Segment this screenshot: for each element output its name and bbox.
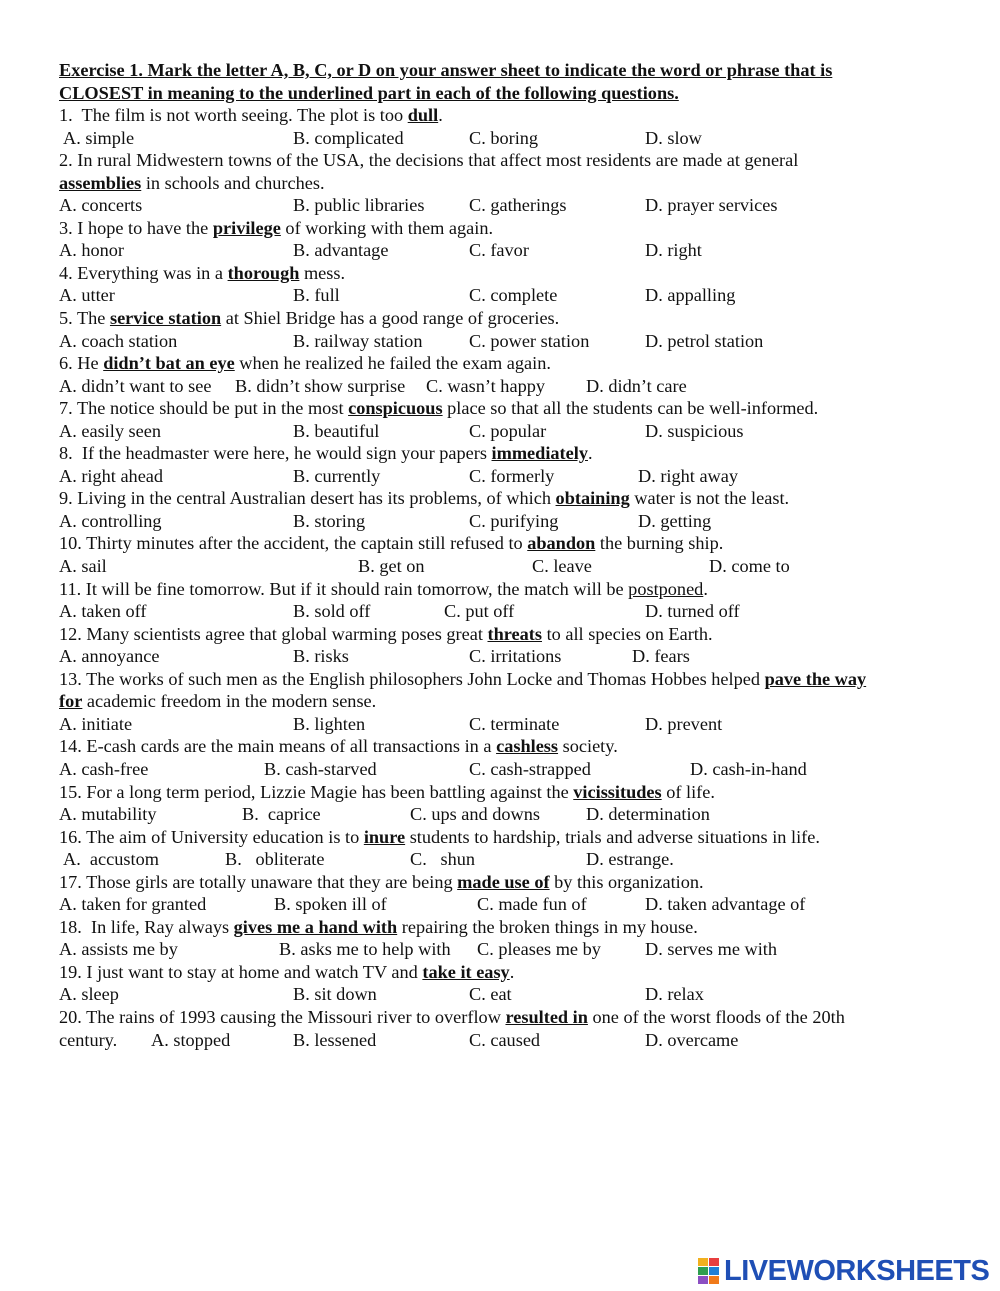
option-a[interactable]: A. mutability [59,804,157,825]
option-d[interactable]: D. relax [645,984,704,1005]
underlined-word: assemblies [59,172,142,193]
question-18: 18. In life, Ray always gives me a hand with repairing the broken things in my house. [59,916,698,937]
underlined-word: vicissitudes [573,781,662,802]
options-9 [59,510,939,533]
liveworksheets-logo [698,1256,989,1286]
underlined-word: obtaining [555,488,630,509]
question-7: 7. The notice should be put in the most conspicuous place so that all the students can be well-informed. [59,398,819,419]
option-d[interactable]: D. come to [709,556,790,577]
option-a[interactable]: A. cash-free [59,758,149,779]
question-8: 8. If the headmaster were here, he would sign your papers immediately. [59,443,593,464]
option-c[interactable]: C. formerly [469,465,555,486]
option-c[interactable]: C. made fun of [477,894,587,915]
option-c[interactable]: C. cash-strapped [469,758,591,779]
option-d[interactable]: D. taken advantage of [645,894,806,915]
question-12: 12. Many scientists agree that global warming poses great threats to all species on Earth. [59,623,713,644]
option-a[interactable]: A. coach station [59,330,178,351]
underlined-word: gives me a hand with [233,916,398,937]
option-a[interactable]: A. assists me by [59,939,178,960]
option-a[interactable]: A. concerts [59,195,143,216]
option-d[interactable]: D. cash-in-hand [690,758,807,779]
option-b[interactable]: B. currently [293,465,381,486]
options-1 [59,127,939,150]
underlined-word: inure [363,826,406,847]
option-b[interactable]: B. didn’t show surprise [235,375,406,396]
question-5: 5. The service station at Shiel Bridge has a good range of groceries. [59,308,560,329]
option-b[interactable]: B. risks [293,646,349,667]
option-b[interactable]: B. complicated [293,127,404,148]
options-10 [59,555,939,578]
option-a[interactable]: A. stopped [151,1029,231,1050]
options-12 [59,645,939,668]
underlined-word: conspicuous [348,398,443,419]
option-b[interactable]: B. caprice [242,804,321,825]
question-2-cont: assemblies in schools and churches. [59,172,325,193]
option-a[interactable]: A. simple [63,127,135,148]
option-a[interactable]: A. sleep [59,984,119,1005]
option-a[interactable]: A. right ahead [59,465,164,486]
option-d[interactable]: D. fears [632,646,690,667]
option-b[interactable]: B. lessened [293,1029,377,1050]
option-d[interactable]: D. right away [638,465,739,486]
underlined-word: postponed [628,578,704,599]
option-b[interactable]: B. storing [293,510,366,531]
blocks-icon [698,1258,720,1284]
options-6 [59,375,939,398]
option-b[interactable]: B. spoken ill of [274,894,387,915]
option-b[interactable]: B. get on [358,556,425,577]
option-d[interactable]: D. suspicious [645,420,744,441]
option-c[interactable]: C. pleases me by [477,939,601,960]
question-17: 17. Those girls are totally unaware that they are being made use of by this organization. [59,871,704,892]
underlined-word: dull [407,105,439,126]
option-a[interactable]: A. initiate [59,713,133,734]
option-d[interactable]: D. getting [638,510,712,531]
exercise-title-line-2: CLOSEST in meaning to the underlined part in each of the following questions. [59,82,679,103]
options-4 [59,284,939,307]
option-d[interactable]: D. prayer services [645,195,778,216]
question-16: 16. The aim of University education is to inure students to hardship, trials and adverse situations in life. [59,826,820,847]
underlined-word-cont: for [59,691,83,712]
option-b[interactable]: B. beautiful [293,420,380,441]
underlined-word: service station [109,308,222,329]
option-a[interactable]: A. accustom [63,849,159,870]
option-a[interactable]: A. utter [59,285,115,306]
option-c[interactable]: C. gatherings [469,195,567,216]
question-15: 15. For a long term period, Lizzie Magie has been battling against the vicissitudes of life. [59,781,715,802]
options-17 [59,893,939,916]
option-c[interactable]: C. eat [469,984,512,1005]
option-a[interactable]: A. taken for granted [59,894,207,915]
options-5 [59,330,939,353]
question-11: 11. It will be fine tomorrow. But if it should rain tomorrow, the match will be postponed. [59,578,708,599]
options-18 [59,938,939,961]
underlined-word: abandon [527,533,596,554]
option-d[interactable]: D. determination [586,804,710,825]
underlined-word: threats [487,623,542,644]
question-1: 1. The film is not worth seeing. The plot is too dull. [59,105,443,126]
option-c[interactable]: C. purifying [469,510,559,531]
option-b[interactable]: B. lighten [293,713,366,734]
option-a[interactable]: A. taken off [59,601,147,622]
question-3: 3. I hope to have the privilege of working with them again. [59,217,494,238]
underlined-word: immediately [491,443,588,464]
option-b[interactable]: B. sit down [293,984,377,1005]
option-d[interactable]: D. appalling [645,285,736,306]
option-d[interactable]: D. serves me with [645,939,778,960]
option-d[interactable]: D. slow [645,127,702,148]
option-a[interactable]: A. honor [59,240,124,261]
option-c[interactable]: C. wasn’t happy [426,375,545,396]
option-a[interactable]: A. annoyance [59,646,160,667]
options-19 [59,983,939,1006]
option-c[interactable]: C. irritations [469,646,562,667]
underlined-word: take it easy [422,961,510,982]
options-15 [59,803,939,826]
option-c[interactable]: C. boring [469,127,539,148]
options-20 [59,1029,939,1052]
option-b[interactable]: B. railway station [293,330,423,351]
worksheet [59,59,939,1051]
question-6: 6. He didn’t bat an eye when he realized he failed the exam again. [59,353,551,374]
option-d[interactable]: D. didn’t care [586,375,687,396]
underlined-word: resulted in [505,1006,588,1027]
question-10: 10. Thirty minutes after the accident, the captain still refused to abandon the burning ship. [59,533,724,554]
options-16 [59,848,939,871]
option-b[interactable]: B. advantage [293,240,389,261]
option-c[interactable]: C. favor [469,240,529,261]
option-c[interactable]: C. complete [469,285,558,306]
option-a[interactable]: A. sail [59,556,107,577]
options-8 [59,465,939,488]
underlined-word: thorough [227,262,300,283]
option-b[interactable]: B. sold off [293,601,371,622]
question-13-cont: for academic freedom in the modern sense. [59,691,377,712]
options-2 [59,194,939,217]
option-d[interactable]: D. petrol station [645,330,764,351]
option-b[interactable]: B. public libraries [293,195,425,216]
option-a[interactable]: A. didn’t want to see [59,375,212,396]
option-b[interactable]: B. cash-starved [264,758,377,779]
option-d[interactable]: D. estrange. [586,849,674,870]
underlined-word: made use of [457,871,550,892]
question-4: 4. Everything was in a thorough mess. [59,262,346,283]
option-c[interactable]: C. terminate [469,713,560,734]
underlined-word: pave the way [764,668,867,689]
option-d[interactable]: D. prevent [645,713,723,734]
question-14: 14. E-cash cards are the main means of all transactions in a cashless society. [59,736,618,757]
question-20: 20. The rains of 1993 causing the Missouri river to overflow resulted in one of the worst floods of the 20th [59,1006,845,1027]
option-c[interactable]: C. power station [469,330,590,351]
option-d[interactable]: D. overcame [645,1029,739,1050]
option-a[interactable]: A. easily seen [59,420,162,441]
option-c[interactable]: C. put off [444,601,515,622]
question-13: 13. The works of such men as the English philosophers John Locke and Thomas Hobbes helped pave the way [59,668,867,689]
option-d[interactable]: D. right [645,240,702,261]
options-11 [59,600,939,623]
options-3 [59,239,939,262]
options-13 [59,713,939,736]
option-c[interactable]: C. leave [532,556,592,577]
option-d[interactable]: D. turned off [645,601,740,622]
option-c[interactable]: C. caused [469,1029,541,1050]
option-b[interactable]: B. full [293,285,340,306]
exercise-title-line-1: Exercise 1. Mark the letter A, B, C, or D on your answer sheet to indicate the word or phrase that is [59,60,833,80]
question-19: 19. I just want to stay at home and watch TV and take it easy. [59,961,515,982]
question-2: 2. In rural Midwestern towns of the USA, the decisions that affect most residents are made at general [59,150,799,171]
underlined-word: didn’t bat an eye [103,353,235,374]
option-b[interactable]: B. obliterate [225,849,325,870]
option-c[interactable]: C. popular [469,420,547,441]
underlined-word: privilege [212,217,281,238]
option-c[interactable]: C. shun [410,849,476,870]
question-20-cont: century. [59,1029,118,1050]
question-9: 9. Living in the central Australian desert has its problems, of which obtaining water is not the least. [59,488,790,509]
options-14 [59,758,939,781]
options-7 [59,420,939,443]
option-a[interactable]: A. controlling [59,510,162,531]
option-b[interactable]: B. asks me to help with [279,939,451,960]
brand-name: LIVEWORKSHEETS [724,1254,990,1287]
option-c[interactable]: C. ups and downs [410,804,541,825]
underlined-word: cashless [496,736,559,757]
